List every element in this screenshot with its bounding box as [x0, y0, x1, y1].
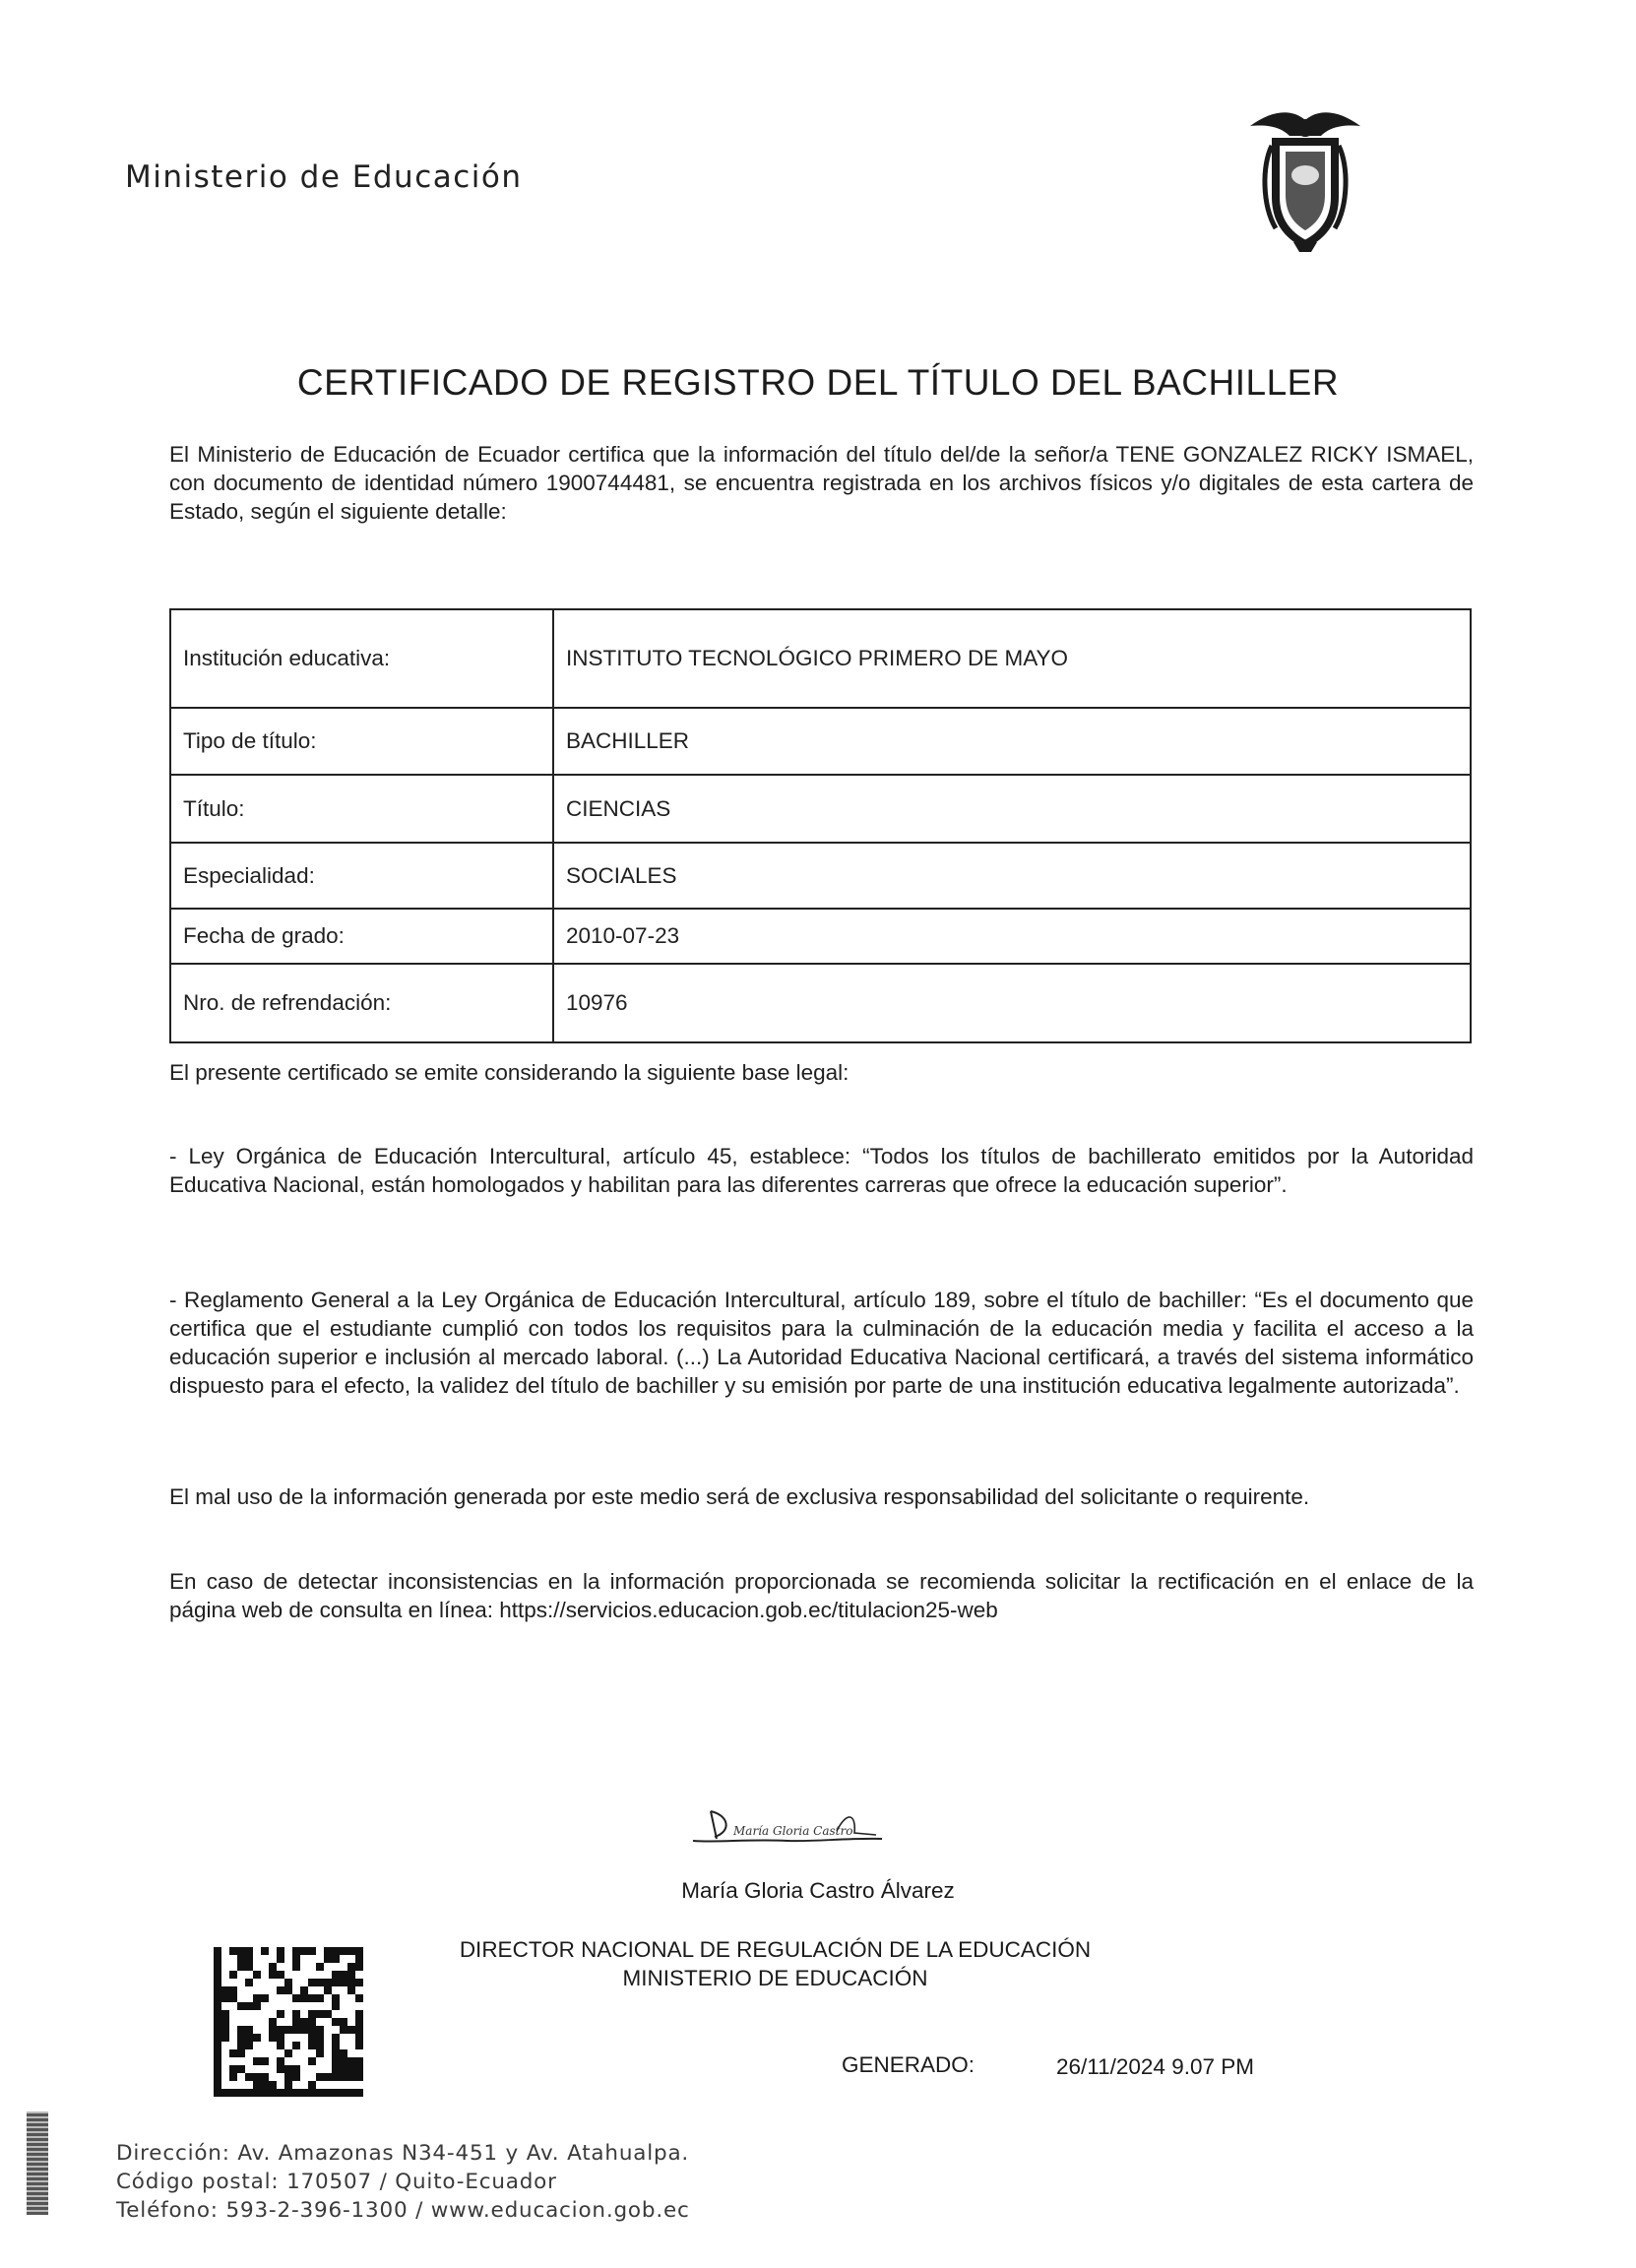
ministry-header: Ministerio de Educación: [125, 159, 523, 195]
footer-postal-code: Código postal: 170507 / Quito-Ecuador: [116, 2170, 557, 2194]
title-details-table: [169, 608, 1472, 1043]
misuse-disclaimer: El mal uso de la información generada por este medio será de exclusiva responsabilidad del solicitante o requirente.: [169, 1484, 1310, 1509]
footer-contact: [116, 2139, 690, 2225]
signer-name: María Gloria Castro Álvarez: [681, 1878, 955, 1903]
detail-value: 2010-07-23: [553, 909, 1471, 964]
legal-article-189: - Reglamento General a la Ley Orgánica de Educación Intercultural, artículo 189, sobre el título de bachiller: “Es el documento que certifica que el estudiante cumplió con todos los requisitos para la culminación de la educación media y facilita el acceso a la educación superior e inclusión al mercado laboral. (...) La Autoridad Educativa Nacional certificará, a través del sistema informático dispuesto para el efecto, la validez del título de bachiller y su emisión por parte de una institución educativa legalmente autorizada”.: [169, 1288, 1474, 1398]
ecuador-coat-of-arms-icon: [1242, 106, 1368, 254]
table-row: [170, 708, 1471, 775]
certificate-title: CERTIFICADO DE REGISTRO DEL TÍTULO DEL BACHILLER: [296, 362, 1340, 403]
table-row: [170, 909, 1471, 964]
footer-address: Dirección: Av. Amazonas N34-451 y Av. Atahualpa.: [116, 2141, 690, 2166]
qr-code-icon: [214, 1947, 363, 2097]
footer-phone-web: Teléfono: 593-2-396-1300 / www.educacion.gob.ec: [116, 2198, 690, 2223]
table-row: [170, 775, 1471, 843]
legal-basis-intro: El presente certificado se emite considerando la siguiente base legal:: [169, 1060, 849, 1085]
detail-value: SOCIALES: [553, 843, 1471, 909]
signature: [689, 1801, 886, 1851]
signer-role-institution: MINISTERIO DE EDUCACIÓN: [622, 1966, 928, 1990]
scan-barcode-strip: [27, 2111, 48, 2215]
table-row: [170, 609, 1471, 708]
correction-notice: En caso de detectar inconsistencias en la información proporcionada se recomienda solicitar la rectificación en el enlace de la página web de consulta en línea: https://servicios.educacion.gob.ec/titulacion25-web: [169, 1569, 1474, 1622]
table-row: [170, 843, 1471, 909]
detail-value: BACHILLER: [553, 708, 1471, 775]
table-row: [170, 964, 1471, 1042]
legal-article-45: - Ley Orgánica de Educación Intercultural, artículo 45, establece: “Todos los títulos de bachillerato emitidos por la Autoridad Educativa Nacional, están homologados y habilitan para las diferentes carreras que ofrece la educación superior”.: [169, 1144, 1474, 1197]
detail-label: Institución educativa:: [170, 609, 553, 708]
signature-text: María Gloria Castro: [733, 1824, 853, 1838]
detail-label: Fecha de grado:: [170, 909, 553, 964]
detail-label: Título:: [170, 775, 553, 843]
detail-value: INSTITUTO TECNOLÓGICO PRIMERO DE MAYO: [553, 609, 1471, 708]
generated-datetime: 26/11/2024 9.07 PM: [1056, 2054, 1254, 2079]
signer-role-title: DIRECTOR NACIONAL DE REGULACIÓN DE LA EDUCACIÓN: [459, 1937, 1092, 1962]
detail-value: 10976: [553, 964, 1471, 1042]
certificate-intro: El Ministerio de Educación de Ecuador certifica que la información del título del/de la señor/a TENE GONZALEZ RICKY ISMAEL, con documento de identidad número 1900744481, se encuentra registrada en los archivos físicos y/o digitales de esta cartera de Estado, según el siguiente detalle:: [169, 442, 1474, 524]
detail-label: Especialidad:: [170, 843, 553, 909]
generated-label: GENERADO:: [842, 2052, 975, 2077]
detail-label: Nro. de refrendación:: [170, 964, 553, 1042]
detail-label: Tipo de título:: [170, 708, 553, 775]
detail-value: CIENCIAS: [553, 775, 1471, 843]
